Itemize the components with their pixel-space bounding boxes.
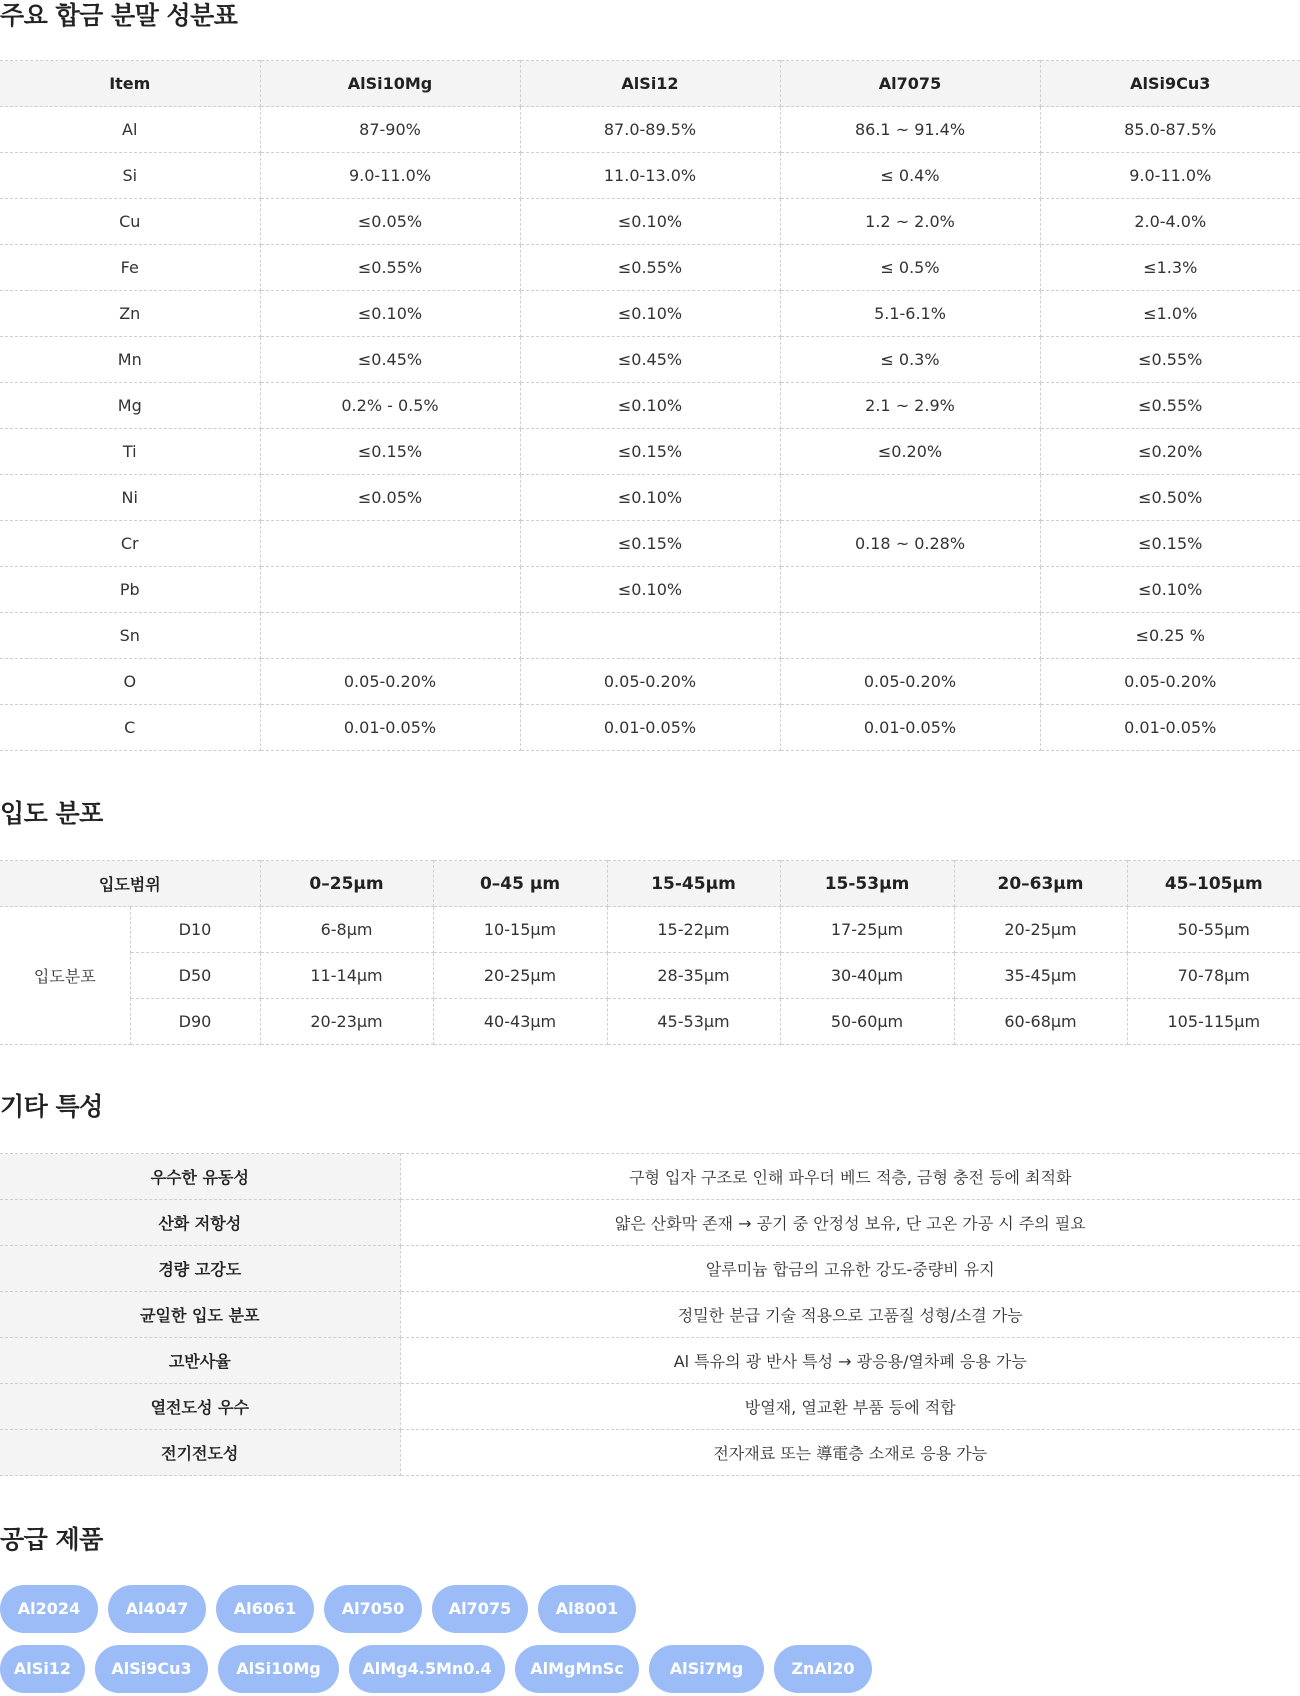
property-description: 구형 입자 구조로 인해 파우더 베드 적층, 금형 충전 등에 최적화 bbox=[400, 1154, 1300, 1200]
property-description: 얇은 산화막 존재 → 공기 중 안정성 보유, 단 고온 가공 시 주의 필요 bbox=[400, 1200, 1300, 1246]
composition-value: ≤0.50% bbox=[1040, 475, 1300, 521]
composition-value: 0.18 ~ 0.28% bbox=[780, 521, 1040, 567]
properties-row bbox=[0, 1338, 1300, 1384]
composition-value: 0.05-0.20% bbox=[260, 659, 520, 705]
composition-row bbox=[0, 429, 1300, 475]
property-name: 산화 저항성 bbox=[0, 1200, 400, 1246]
composition-value: 87.0-89.5% bbox=[520, 107, 780, 153]
composition-element: Ni bbox=[0, 475, 260, 521]
composition-row bbox=[0, 521, 1300, 567]
composition-value: 0.01-0.05% bbox=[780, 705, 1040, 751]
properties-title: 기타 특성 bbox=[0, 1092, 103, 1121]
property-name: 우수한 유동성 bbox=[0, 1154, 400, 1200]
product-chip[interactable]: AlSi10Mg bbox=[218, 1645, 339, 1693]
psd-row-d90 bbox=[0, 999, 1300, 1045]
psd-cell: 17-25μm bbox=[780, 907, 954, 953]
composition-value bbox=[780, 567, 1040, 613]
composition-value: 9.0-11.0% bbox=[1040, 153, 1300, 199]
psd-cell: 20-25μm bbox=[433, 953, 607, 999]
psd-cell: 30-40μm bbox=[780, 953, 954, 999]
psd-cell: 50-55μm bbox=[1127, 907, 1300, 953]
composition-row bbox=[0, 107, 1300, 153]
psd-cell: 105-115μm bbox=[1127, 999, 1300, 1045]
product-chip[interactable]: Al2024 bbox=[0, 1585, 98, 1633]
property-description: 전자재료 또는 導電층 소재로 응용 가능 bbox=[400, 1430, 1300, 1476]
composition-value bbox=[260, 567, 520, 613]
composition-value: ≤0.45% bbox=[520, 337, 780, 383]
psd-cell: 28-35μm bbox=[607, 953, 780, 999]
composition-value: ≤ 0.5% bbox=[780, 245, 1040, 291]
composition-element: O bbox=[0, 659, 260, 705]
composition-element: Cr bbox=[0, 521, 260, 567]
composition-element: Si bbox=[0, 153, 260, 199]
composition-value: ≤0.05% bbox=[260, 475, 520, 521]
composition-element: Fe bbox=[0, 245, 260, 291]
composition-value: 0.01-0.05% bbox=[520, 705, 780, 751]
composition-value: 9.0-11.0% bbox=[260, 153, 520, 199]
composition-header-row bbox=[0, 61, 1300, 107]
composition-row bbox=[0, 337, 1300, 383]
composition-value: 0.01-0.05% bbox=[1040, 705, 1300, 751]
properties-row bbox=[0, 1430, 1300, 1476]
composition-value bbox=[260, 521, 520, 567]
product-chip[interactable]: AlMgMnSc bbox=[515, 1645, 639, 1693]
composition-value: ≤0.10% bbox=[520, 567, 780, 613]
psd-title: 입도 분포 bbox=[0, 799, 103, 828]
composition-value: 0.01-0.05% bbox=[260, 705, 520, 751]
composition-value: ≤0.55% bbox=[1040, 337, 1300, 383]
psd-range-header: 0–25μm bbox=[260, 861, 433, 907]
product-chip[interactable]: AlSi7Mg bbox=[649, 1645, 764, 1693]
products-title: 공급 제품 bbox=[0, 1525, 103, 1554]
composition-value: ≤0.15% bbox=[520, 429, 780, 475]
psd-cell: 60-68μm bbox=[954, 999, 1127, 1045]
composition-value: ≤0.15% bbox=[260, 429, 520, 475]
psd-cell: 20-25μm bbox=[954, 907, 1127, 953]
composition-value: 11.0-13.0% bbox=[520, 153, 780, 199]
composition-value bbox=[520, 613, 780, 659]
properties-row bbox=[0, 1154, 1300, 1200]
property-name: 경량 고강도 bbox=[0, 1246, 400, 1292]
composition-value: ≤0.10% bbox=[520, 199, 780, 245]
composition-value: 5.1-6.1% bbox=[780, 291, 1040, 337]
composition-value: 86.1 ~ 91.4% bbox=[780, 107, 1040, 153]
composition-value: 2.1 ~ 2.9% bbox=[780, 383, 1040, 429]
composition-value: 87-90% bbox=[260, 107, 520, 153]
property-description: 방열재, 열교환 부품 등에 적합 bbox=[400, 1384, 1300, 1430]
property-description: 알루미늄 합금의 고유한 강도-중량비 유지 bbox=[400, 1246, 1300, 1292]
psd-cell: 50-60μm bbox=[780, 999, 954, 1045]
psd-cell: 70-78μm bbox=[1127, 953, 1300, 999]
composition-header-alloy: AlSi9Cu3 bbox=[1040, 61, 1300, 107]
psd-row-label: D10 bbox=[130, 907, 260, 953]
composition-header-alloy: AlSi10Mg bbox=[260, 61, 520, 107]
product-chip[interactable]: Al6061 bbox=[216, 1585, 314, 1633]
composition-value: ≤0.55% bbox=[1040, 383, 1300, 429]
composition-row bbox=[0, 383, 1300, 429]
composition-value: ≤1.0% bbox=[1040, 291, 1300, 337]
psd-cell: 20-23μm bbox=[260, 999, 433, 1045]
psd-row-label: D90 bbox=[130, 999, 260, 1045]
composition-header-item: Item bbox=[0, 61, 260, 107]
composition-element: Al bbox=[0, 107, 260, 153]
composition-value: ≤ 0.4% bbox=[780, 153, 1040, 199]
product-chip[interactable]: AlSi9Cu3 bbox=[95, 1645, 208, 1693]
composition-row bbox=[0, 613, 1300, 659]
composition-table bbox=[0, 60, 1300, 751]
psd-corner-label: 입도범위 bbox=[0, 861, 260, 907]
composition-element: Mg bbox=[0, 383, 260, 429]
psd-range-header: 45–105μm bbox=[1127, 861, 1300, 907]
psd-cell: 10-15μm bbox=[433, 907, 607, 953]
product-chip[interactable]: Al4047 bbox=[108, 1585, 206, 1633]
properties-row bbox=[0, 1246, 1300, 1292]
product-chip[interactable]: AlMg4.5Mn0.4 bbox=[349, 1645, 505, 1693]
composition-value: ≤0.45% bbox=[260, 337, 520, 383]
composition-row bbox=[0, 705, 1300, 751]
composition-title: 주요 합금 분말 성분표 bbox=[0, 1, 238, 30]
composition-value: 0.2% - 0.5% bbox=[260, 383, 520, 429]
composition-row bbox=[0, 659, 1300, 705]
composition-value: ≤0.10% bbox=[260, 291, 520, 337]
properties-row bbox=[0, 1200, 1300, 1246]
composition-value: ≤0.10% bbox=[520, 475, 780, 521]
composition-row bbox=[0, 153, 1300, 199]
composition-value: 1.2 ~ 2.0% bbox=[780, 199, 1040, 245]
composition-row bbox=[0, 567, 1300, 613]
composition-value bbox=[260, 613, 520, 659]
composition-value bbox=[780, 475, 1040, 521]
composition-row bbox=[0, 245, 1300, 291]
psd-range-header: 20–63μm bbox=[954, 861, 1127, 907]
property-description: Al 특유의 광 반사 특성 → 광응용/열차폐 응용 가능 bbox=[400, 1338, 1300, 1384]
composition-element: Zn bbox=[0, 291, 260, 337]
property-name: 균일한 입도 분포 bbox=[0, 1292, 400, 1338]
composition-element: Ti bbox=[0, 429, 260, 475]
psd-range-header: 15-53μm bbox=[780, 861, 954, 907]
composition-value: ≤0.20% bbox=[1040, 429, 1300, 475]
property-name: 전기전도성 bbox=[0, 1430, 400, 1476]
composition-row bbox=[0, 291, 1300, 337]
composition-value: ≤0.25 % bbox=[1040, 613, 1300, 659]
composition-row bbox=[0, 199, 1300, 245]
composition-value: ≤0.10% bbox=[1040, 567, 1300, 613]
composition-value: ≤0.15% bbox=[520, 521, 780, 567]
composition-value: 0.05-0.20% bbox=[1040, 659, 1300, 705]
composition-value: ≤ 0.3% bbox=[780, 337, 1040, 383]
psd-cell: 35-45μm bbox=[954, 953, 1127, 999]
composition-value: ≤0.15% bbox=[1040, 521, 1300, 567]
product-chip[interactable]: Al7075 bbox=[432, 1585, 528, 1633]
composition-row bbox=[0, 475, 1300, 521]
composition-value: ≤0.55% bbox=[520, 245, 780, 291]
composition-header-alloy: AlSi12 bbox=[520, 61, 780, 107]
product-chip[interactable]: Al8001 bbox=[538, 1585, 636, 1633]
psd-header-row bbox=[0, 861, 1300, 907]
psd-cell: 11-14μm bbox=[260, 953, 433, 999]
psd-row-d10 bbox=[0, 907, 1300, 953]
composition-element: C bbox=[0, 705, 260, 751]
composition-value: 0.05-0.20% bbox=[520, 659, 780, 705]
psd-row-d50 bbox=[0, 953, 1300, 999]
product-chip[interactable]: AlSi12 bbox=[0, 1645, 85, 1693]
psd-cell: 15-22μm bbox=[607, 907, 780, 953]
psd-row-label: D50 bbox=[130, 953, 260, 999]
composition-header-alloy: Al7075 bbox=[780, 61, 1040, 107]
psd-table bbox=[0, 860, 1300, 1045]
psd-range-header: 15-45μm bbox=[607, 861, 780, 907]
composition-value: ≤0.10% bbox=[520, 383, 780, 429]
composition-value: 2.0-4.0% bbox=[1040, 199, 1300, 245]
composition-element: Sn bbox=[0, 613, 260, 659]
composition-value: ≤1.3% bbox=[1040, 245, 1300, 291]
composition-value: 0.05-0.20% bbox=[780, 659, 1040, 705]
composition-element: Mn bbox=[0, 337, 260, 383]
property-description: 정밀한 분급 기술 적용으로 고품질 성형/소결 가능 bbox=[400, 1292, 1300, 1338]
psd-group-label: 입도분포 bbox=[0, 907, 130, 1045]
property-name: 열전도성 우수 bbox=[0, 1384, 400, 1430]
composition-element: Pb bbox=[0, 567, 260, 613]
composition-value: ≤0.55% bbox=[260, 245, 520, 291]
psd-cell: 40-43μm bbox=[433, 999, 607, 1045]
psd-cell: 6-8μm bbox=[260, 907, 433, 953]
composition-value: ≤0.10% bbox=[520, 291, 780, 337]
properties-row bbox=[0, 1384, 1300, 1430]
product-chip[interactable]: ZnAl20 bbox=[774, 1645, 872, 1693]
property-name: 고반사율 bbox=[0, 1338, 400, 1384]
composition-value: 85.0-87.5% bbox=[1040, 107, 1300, 153]
psd-cell: 45-53μm bbox=[607, 999, 780, 1045]
properties-table bbox=[0, 1153, 1300, 1476]
composition-value: ≤0.05% bbox=[260, 199, 520, 245]
composition-element: Cu bbox=[0, 199, 260, 245]
product-chip[interactable]: Al7050 bbox=[324, 1585, 422, 1633]
composition-value bbox=[780, 613, 1040, 659]
properties-row bbox=[0, 1292, 1300, 1338]
composition-value: ≤0.20% bbox=[780, 429, 1040, 475]
psd-range-header: 0–45 μm bbox=[433, 861, 607, 907]
